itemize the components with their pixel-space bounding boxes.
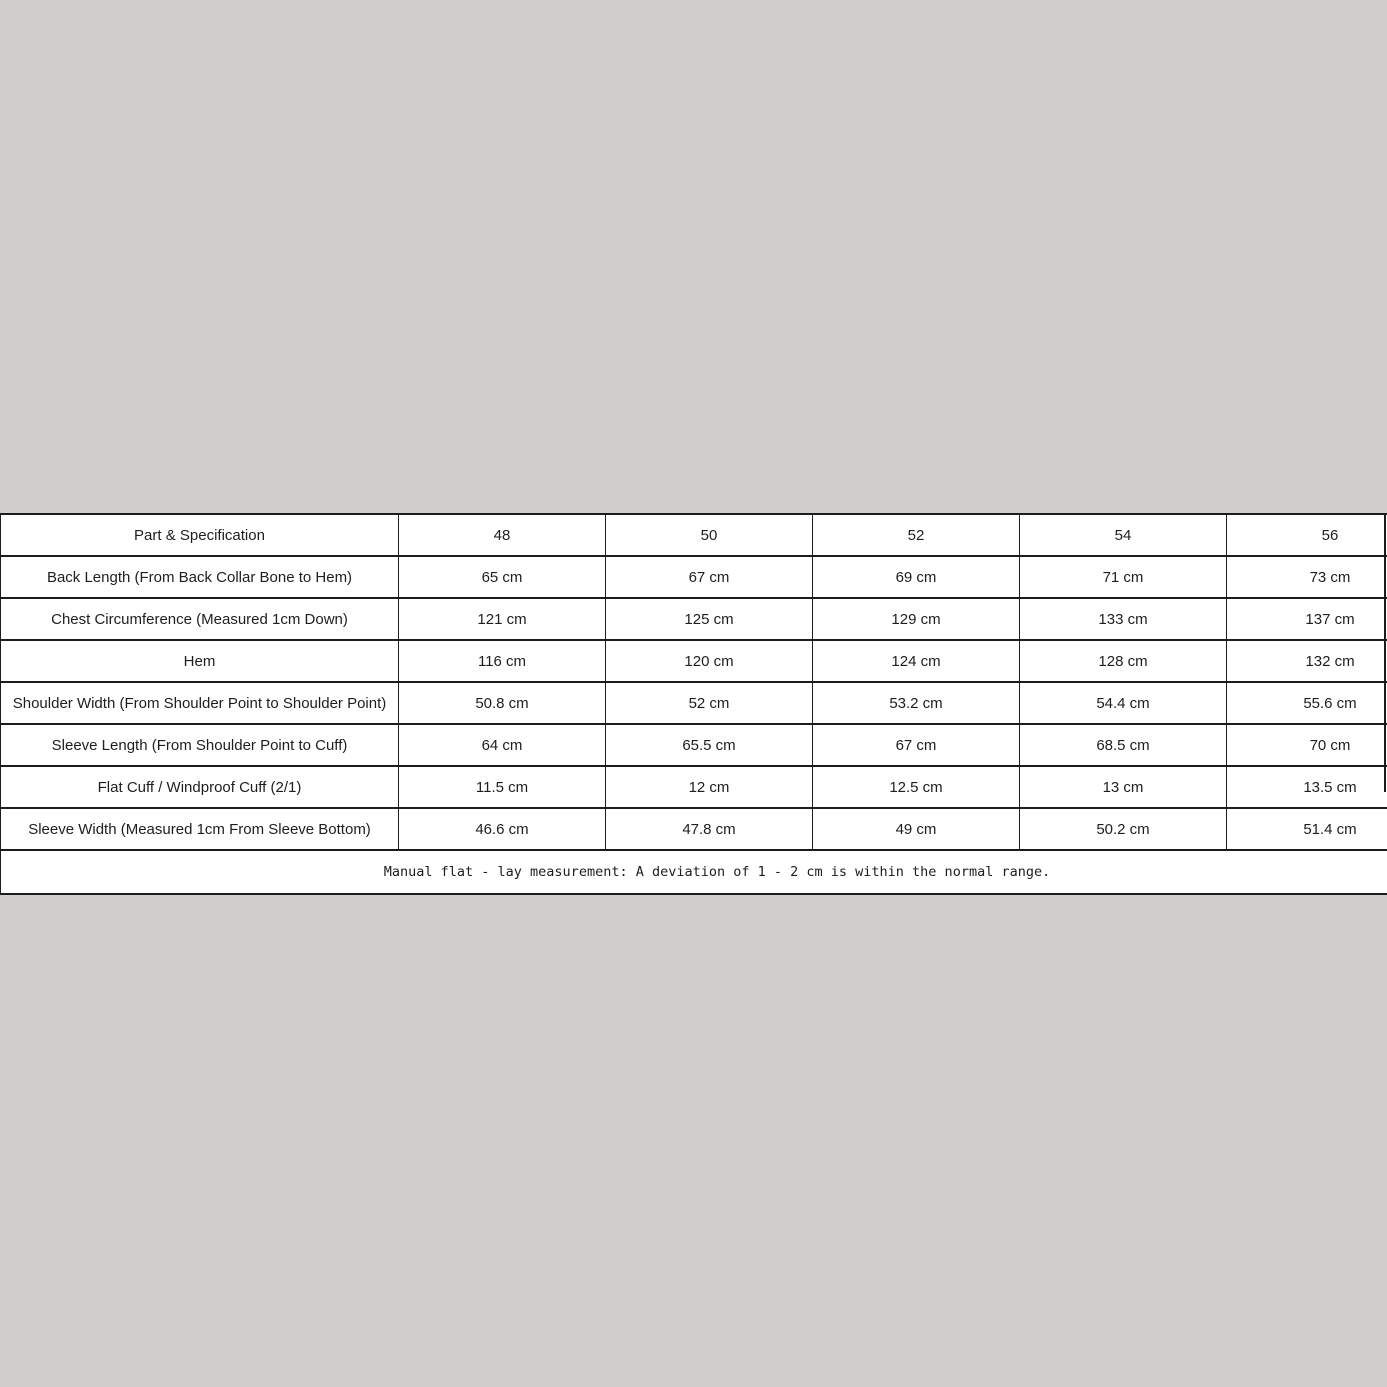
spec-value: 137 cm bbox=[1227, 598, 1387, 640]
header-row bbox=[1, 514, 1387, 556]
spec-value: 71 cm bbox=[1020, 556, 1227, 598]
spec-label: Flat Cuff / Windproof Cuff (2/1) bbox=[1, 766, 399, 808]
spec-value: 50.8 cm bbox=[399, 682, 606, 724]
spec-row bbox=[1, 640, 1387, 682]
spec-value: 132 cm bbox=[1227, 640, 1387, 682]
spec-value: 67 cm bbox=[606, 556, 813, 598]
spec-value: 55.6 cm bbox=[1227, 682, 1387, 724]
size-chart-viewport bbox=[0, 513, 1387, 895]
spec-row bbox=[1, 598, 1387, 640]
column-header-size: 56 bbox=[1227, 514, 1387, 556]
column-header-size: 50 bbox=[606, 514, 813, 556]
column-header-part: Part & Specification bbox=[1, 514, 399, 556]
spec-value: 50.2 cm bbox=[1020, 808, 1227, 850]
spec-value: 68.5 cm bbox=[1020, 724, 1227, 766]
spec-row bbox=[1, 724, 1387, 766]
spec-row bbox=[1, 808, 1387, 850]
spec-value: 53.2 cm bbox=[813, 682, 1020, 724]
spec-value: 65.5 cm bbox=[606, 724, 813, 766]
spec-value: 49 cm bbox=[813, 808, 1020, 850]
spec-value: 51.4 cm bbox=[1227, 808, 1387, 850]
spec-label: Chest Circumference (Measured 1cm Down) bbox=[1, 598, 399, 640]
spec-value: 52 cm bbox=[606, 682, 813, 724]
spec-value: 129 cm bbox=[813, 598, 1020, 640]
spec-label: Sleeve Width (Measured 1cm From Sleeve Bottom) bbox=[1, 808, 399, 850]
column-header-size: 48 bbox=[399, 514, 606, 556]
spec-value: 13.5 cm bbox=[1227, 766, 1387, 808]
footer-row bbox=[1, 850, 1387, 894]
spec-value: 125 cm bbox=[606, 598, 813, 640]
spec-value: 54.4 cm bbox=[1020, 682, 1227, 724]
spec-value: 67 cm bbox=[813, 724, 1020, 766]
spec-label: Sleeve Length (From Shoulder Point to Cuff) bbox=[1, 724, 399, 766]
spec-row bbox=[1, 682, 1387, 724]
spec-value: 47.8 cm bbox=[606, 808, 813, 850]
column-header-size: 52 bbox=[813, 514, 1020, 556]
spec-value: 70 cm bbox=[1227, 724, 1387, 766]
spec-value: 12 cm bbox=[606, 766, 813, 808]
spec-value: 46.6 cm bbox=[399, 808, 606, 850]
spec-value: 65 cm bbox=[399, 556, 606, 598]
spec-label: Hem bbox=[1, 640, 399, 682]
spec-value: 11.5 cm bbox=[399, 766, 606, 808]
footer-note: Manual flat - lay measurement: A deviation of 1 - 2 cm is within the normal range. bbox=[1, 850, 1387, 894]
spec-value: 133 cm bbox=[1020, 598, 1227, 640]
column-header-size: 54 bbox=[1020, 514, 1227, 556]
spec-value: 12.5 cm bbox=[813, 766, 1020, 808]
spec-row bbox=[1, 766, 1387, 808]
spec-value: 121 cm bbox=[399, 598, 606, 640]
table-right-edge-line bbox=[1384, 514, 1386, 792]
spec-value: 120 cm bbox=[606, 640, 813, 682]
spec-value: 13 cm bbox=[1020, 766, 1227, 808]
size-chart-table bbox=[0, 513, 1387, 895]
spec-row bbox=[1, 556, 1387, 598]
spec-value: 124 cm bbox=[813, 640, 1020, 682]
spec-value: 116 cm bbox=[399, 640, 606, 682]
spec-label: Shoulder Width (From Shoulder Point to Shoulder Point) bbox=[1, 682, 399, 724]
spec-label: Back Length (From Back Collar Bone to Hem) bbox=[1, 556, 399, 598]
spec-value: 64 cm bbox=[399, 724, 606, 766]
spec-value: 69 cm bbox=[813, 556, 1020, 598]
spec-value: 73 cm bbox=[1227, 556, 1387, 598]
spec-value: 128 cm bbox=[1020, 640, 1227, 682]
